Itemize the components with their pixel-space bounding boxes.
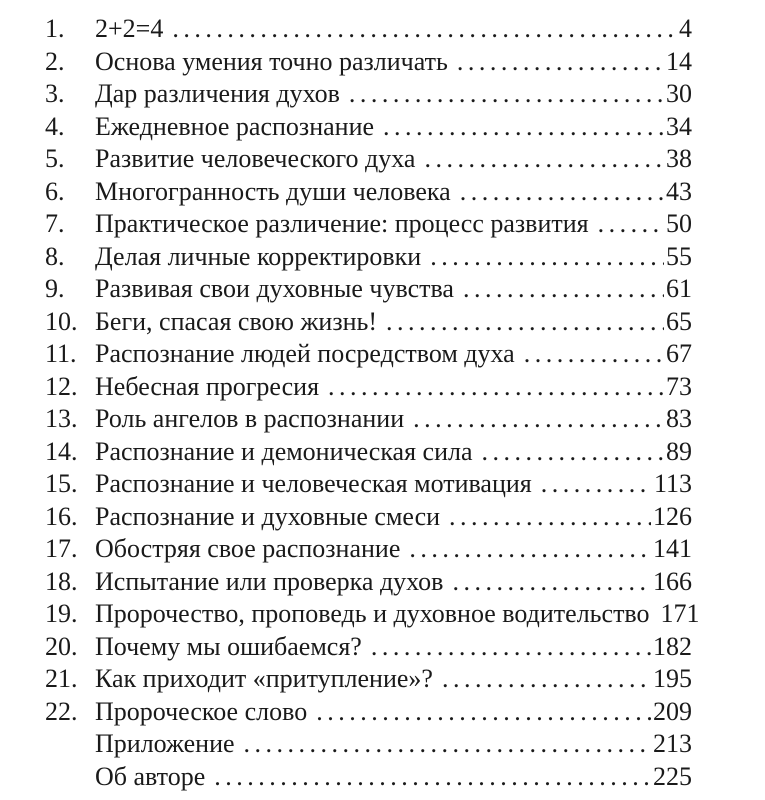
toc-entry-title: Небесная прогресия <box>95 371 320 401</box>
toc-entry <box>45 338 692 371</box>
toc-entry-title: Развивая свои духовные чувства <box>95 274 454 303</box>
toc-entry <box>45 533 692 566</box>
toc-entry-number: 9. <box>45 274 65 303</box>
dot-leader <box>598 208 664 241</box>
toc-entry-number: 7. <box>45 209 65 238</box>
dot-leader <box>386 306 664 339</box>
toc-entry-page: 113 <box>653 469 692 498</box>
toc-entry <box>45 241 692 274</box>
toc-entry-page: 50 <box>666 209 692 238</box>
toc-entry-title: Основа умения точно различать <box>95 46 448 76</box>
toc-entry-number: 21. <box>45 664 78 693</box>
toc-entry-page: 209 <box>653 696 692 726</box>
toc-entry-page: 30 <box>666 79 692 108</box>
toc-entry <box>45 371 692 404</box>
toc-entry-title: Беги, спасая свою жизнь! <box>95 306 378 336</box>
dot-leader <box>430 241 664 274</box>
toc-entry <box>45 78 692 111</box>
toc-entry-title: Об авторе <box>95 761 206 791</box>
dot-leader <box>316 696 651 729</box>
toc-entry <box>45 403 692 436</box>
dot-leader <box>541 468 652 501</box>
toc-entry-number: 5. <box>45 144 65 173</box>
toc-entry <box>45 598 700 631</box>
toc-entry-title: Ежедневное распознание <box>95 111 375 141</box>
toc-entry-number: 2. <box>45 46 65 76</box>
dot-leader <box>482 436 664 469</box>
toc-entry-number: 22. <box>45 696 78 726</box>
dot-leader <box>371 631 651 664</box>
toc-entry <box>45 46 692 79</box>
toc-entry-page: 83 <box>666 404 692 433</box>
toc-entry-page: 14 <box>666 46 692 76</box>
toc-entry-number: 1. <box>45 14 65 43</box>
dot-leader <box>452 566 651 599</box>
toc-entry-title: Распознание и демоническая сила <box>95 436 473 466</box>
toc-entry <box>45 111 692 144</box>
toc-entry-title: Пророческое слово <box>95 696 308 726</box>
dot-leader <box>449 501 651 534</box>
dot-leader <box>442 663 651 696</box>
toc-entry-number: 10. <box>45 306 78 336</box>
toc-entry <box>45 273 692 306</box>
toc-entry <box>45 468 692 501</box>
toc-entry <box>45 728 692 761</box>
toc-entry <box>45 566 692 599</box>
toc-entry-title: Испытание или проверка духов <box>95 566 444 596</box>
toc-entry-page: 166 <box>653 566 692 596</box>
toc-entry-title: Пророчество, проповедь и духовное водительство <box>95 599 650 628</box>
toc-entry <box>45 436 692 469</box>
toc-entry-page: 67 <box>666 339 692 368</box>
toc-entry-page: 225 <box>653 761 692 791</box>
dot-leader <box>424 143 664 176</box>
toc-entry-page: 61 <box>666 274 692 303</box>
toc-entry-title: Роль ангелов в распознании <box>95 404 405 433</box>
toc-entry-number: 12. <box>45 371 78 401</box>
toc-entry-title: Обостряя свое распознание <box>95 534 401 563</box>
toc-entry-page: 141 <box>653 534 692 563</box>
toc-entry-title: Приложение <box>95 729 235 758</box>
toc-entry-page: 171 <box>660 599 700 628</box>
toc-entry-page: 43 <box>666 176 692 206</box>
toc-entry-number: 3. <box>45 79 65 108</box>
table-of-contents <box>45 13 700 793</box>
toc-entry-page: 89 <box>666 436 692 466</box>
toc-entry-page: 65 <box>666 306 692 336</box>
toc-entry-page: 182 <box>653 631 692 661</box>
toc-entry-number: 19. <box>45 599 78 628</box>
dot-leader <box>457 46 664 79</box>
toc-entry-number: 13. <box>45 404 78 433</box>
toc-entry-page: 34 <box>666 111 692 141</box>
dot-leader <box>463 273 664 306</box>
dot-leader <box>413 403 664 436</box>
toc-entry-number: 20. <box>45 631 78 661</box>
toc-entry-number: 8. <box>45 241 65 271</box>
toc-entry-page: 55 <box>666 241 692 271</box>
toc-entry-title: Как приходит «притупление»? <box>95 664 433 693</box>
toc-entry <box>45 13 692 46</box>
toc-entry <box>45 663 692 696</box>
dot-leader <box>349 78 664 111</box>
toc-entry-title: Распознание и человеческая мотивация <box>95 469 532 498</box>
dot-leader <box>460 176 664 209</box>
toc-entry <box>45 176 692 209</box>
toc-entry <box>45 501 692 534</box>
toc-entry-number: 6. <box>45 176 65 206</box>
toc-entry <box>45 208 692 241</box>
dot-leader <box>409 533 651 566</box>
toc-entry-number: 14. <box>45 436 78 466</box>
toc-entry-number: 11. <box>45 339 77 368</box>
toc-entry-title: Практическое различение: процесс развития <box>95 209 589 238</box>
dot-leader <box>244 728 651 761</box>
toc-entry-title: Развитие человеческого духа <box>95 144 416 173</box>
toc-entry-page: 38 <box>666 144 692 173</box>
dot-leader <box>172 13 677 46</box>
toc-entry <box>45 306 692 339</box>
toc-entry-page: 195 <box>653 664 692 693</box>
toc-entry-page: 73 <box>666 371 692 401</box>
dot-leader <box>524 338 664 371</box>
toc-entry-title: Делая личные корректировки <box>95 241 422 271</box>
dot-leader <box>383 111 664 144</box>
toc-entry <box>45 143 692 176</box>
toc-entry-title: Почему мы ошибаемся? <box>95 631 362 661</box>
toc-entry-page: 126 <box>653 501 692 531</box>
toc-entry-number: 15. <box>45 469 78 498</box>
toc-entry-title: Многогранность души человека <box>95 176 451 206</box>
dot-leader <box>328 371 664 404</box>
toc-entry-number: 18. <box>45 566 78 596</box>
dot-leader <box>214 761 651 794</box>
toc-entry-page: 213 <box>653 729 692 758</box>
toc-entry-number: 16. <box>45 501 78 531</box>
toc-entry <box>45 631 692 664</box>
toc-entry <box>45 761 692 794</box>
toc-entry-page: 4 <box>679 14 692 43</box>
toc-entry <box>45 696 692 729</box>
toc-entry-title: Дар различения духов <box>95 79 340 108</box>
toc-entry-title: Распознание людей посредством духа <box>95 339 515 368</box>
toc-entry-number: 17. <box>45 534 78 563</box>
toc-entry-title: Распознание и духовные смеси <box>95 501 441 531</box>
toc-entry-number: 4. <box>45 111 65 141</box>
toc-entry-title: 2+2=4 <box>95 14 164 43</box>
